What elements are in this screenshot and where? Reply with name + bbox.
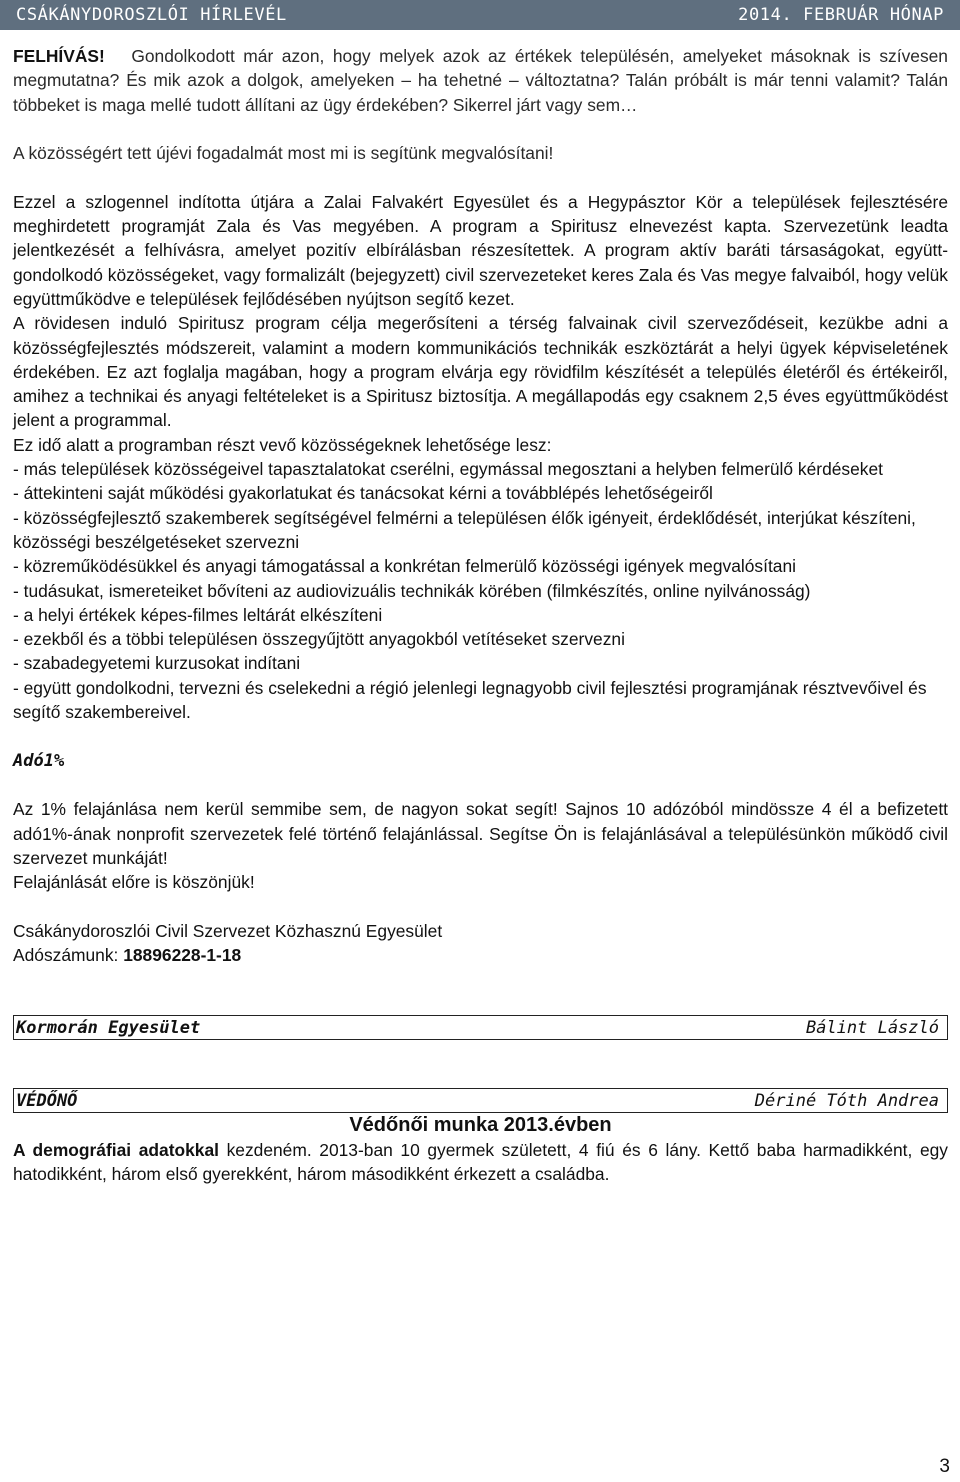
list-item: - más települések közösségeivel tapasztalatokat cserélni, egymással megosztani a helyben felmerülő kérdéseket — [13, 459, 883, 480]
section-title: Kormorán Egyesület — [16, 1017, 201, 1038]
section-author: Dériné Tóth Andrea — [754, 1090, 939, 1111]
call-text: Gondolkodott már azon, hogy melyek azok az értékek településén, amelyeket másoknak is szívesen megmutatna? És mik azok a dolgok, amelyeken – ha tehetné – változtatna? Talán próbált is már tenni valamit? Talán többeket is maga mellé tudott állítani az ügy érdekében? Sikerrel járt vagy sem… — [13, 46, 948, 115]
nurse-paragraph — [13, 1138, 948, 1187]
nurse-lead-bold: A demográfiai adatokkal — [13, 1139, 219, 1160]
tax-number: 18896228-1-18 — [123, 944, 242, 965]
section-title: VÉDŐNŐ — [16, 1090, 78, 1111]
program-list — [13, 457, 948, 724]
call-subtitle: A közösségért tett újévi fogadalmát most mi is segítünk megvalósítani! — [13, 143, 554, 164]
program-list-intro: Ez idő alatt a programban részt vevő közösségeknek lehetősége lesz: — [13, 434, 552, 455]
org-name: Csákánydoroszlói Civil Szervezet Közhasznú Egyesület — [13, 920, 443, 941]
program-paragraph-2: A rövidesen induló Spiritusz program célja megerősíteni a térség falvainak civil szerveződéseit, kezükbe adni a közösségfejlesztés módszereit, valamint a modern kommunikációs technikák eszköztárát a helyi ügyek képviseletének érdekében. Ez azt foglalja magában, hogy a program elvárja egy rövidfilm készítését a település életéről és értékeiről, amihez a technikai és anyagi feltételeket is a Spiritusz biztosítja. A megállapodás egy csaknem 2,5 éves együttműködést jelent a programmal. — [13, 313, 948, 431]
tax-thanks: Felajánlását előre is köszönjük! — [13, 872, 255, 893]
list-item: - szabadegyetemi kurzusokat indítani — [13, 653, 301, 674]
call-paragraph — [13, 44, 948, 117]
list-item: - ezekből és a többi településen összegyűjtött anyagokból vetítéseket szervezni — [13, 629, 625, 650]
list-item: - áttekinteni saját működési gyakorlatukat és tanácsokat kérni a továbblépés lehetőségeiről — [13, 483, 713, 504]
nurse-lead-rest: kezdeném. 2013-ban 10 gyermek született, 4 fiú és 6 lány. Kettő baba harmadikként, egy hatodikként, három első gyerekként, három másodikként érkezett a családba. — [13, 1139, 948, 1184]
list-item: - közreműködésükkel és anyagi támogatással a konkrétan felmerülő közösségi igények megvalósítani — [13, 556, 796, 577]
section-kormoran — [13, 1015, 948, 1040]
tax-number-line — [13, 943, 948, 967]
newsletter-header — [0, 0, 960, 30]
nurse-report-title: Védőnői munka 2013.évben — [349, 1114, 612, 1137]
call-label: FELHÍVÁS! — [13, 46, 105, 66]
list-item: - tudásukat, ismereteiket bővíteni az audiovizuális technikák körében (filmkészítés, online nyilvánosság) — [13, 580, 811, 601]
list-item: - közösségfejlesztő szakemberek segítségével felmérni a településen élők igényeit, érdeklődését, interjúkat készíteni, közösségi beszélgetéseket szervezni — [13, 507, 916, 552]
program-paragraph-1: Ezzel a szlogennel indította útjára a Zalai Falvakért Egyesület és a Hegypásztor Kör a települések fejlesztésére meghirdetett programját Zala és Vas megyében. A program a Spiritusz elnevezést kapta. Szervezetünk leadta jelentkezését a felhívásra, amelyet pozitív elbírálásban részesítettek. A program aktív baráti társaságokat, együtt-gondolkodó közösségeket, vagy formalizált (bejegyzett) civil szervezeteket keres Zala és Vas megye falvaiból, hogy velük együttműködve e települések fejlődésében nyújtson segítő kezet. — [13, 191, 948, 309]
section-author: Bálint László — [805, 1017, 939, 1038]
tax-heading: Adó1% — [13, 750, 65, 771]
page-number: 3 — [939, 1456, 950, 1477]
tax-paragraph: Az 1% felajánlása nem kerül semmibe sem, de nagyon sokat segít! Sajnos 10 adózóból mindössze 4 él a befizetett adó1%-ának nonprofit szervezetek felé történő felajánlással. Segítse Ön is felajánlásával a településünkön működő civil szervezet munkáját! — [13, 799, 948, 868]
list-item: - a helyi értékek képes-filmes leltárát elkészíteni — [13, 604, 383, 625]
tax-number-label: Adószámunk: — [13, 944, 119, 965]
section-vedono — [13, 1088, 948, 1113]
newsletter-date: 2014. FEBRUÁR HÓNAP — [738, 5, 944, 25]
page-content — [13, 44, 948, 1186]
list-item: - együtt gondolkodni, tervezni és cselekedni a régió jelenlegi legnagyobb civil fejlesztési programjának résztvevőivel és segítő szakembereivel. — [13, 677, 927, 723]
newsletter-title: CSÁKÁNYDOROSZLÓI HÍRLEVÉL — [16, 5, 287, 25]
